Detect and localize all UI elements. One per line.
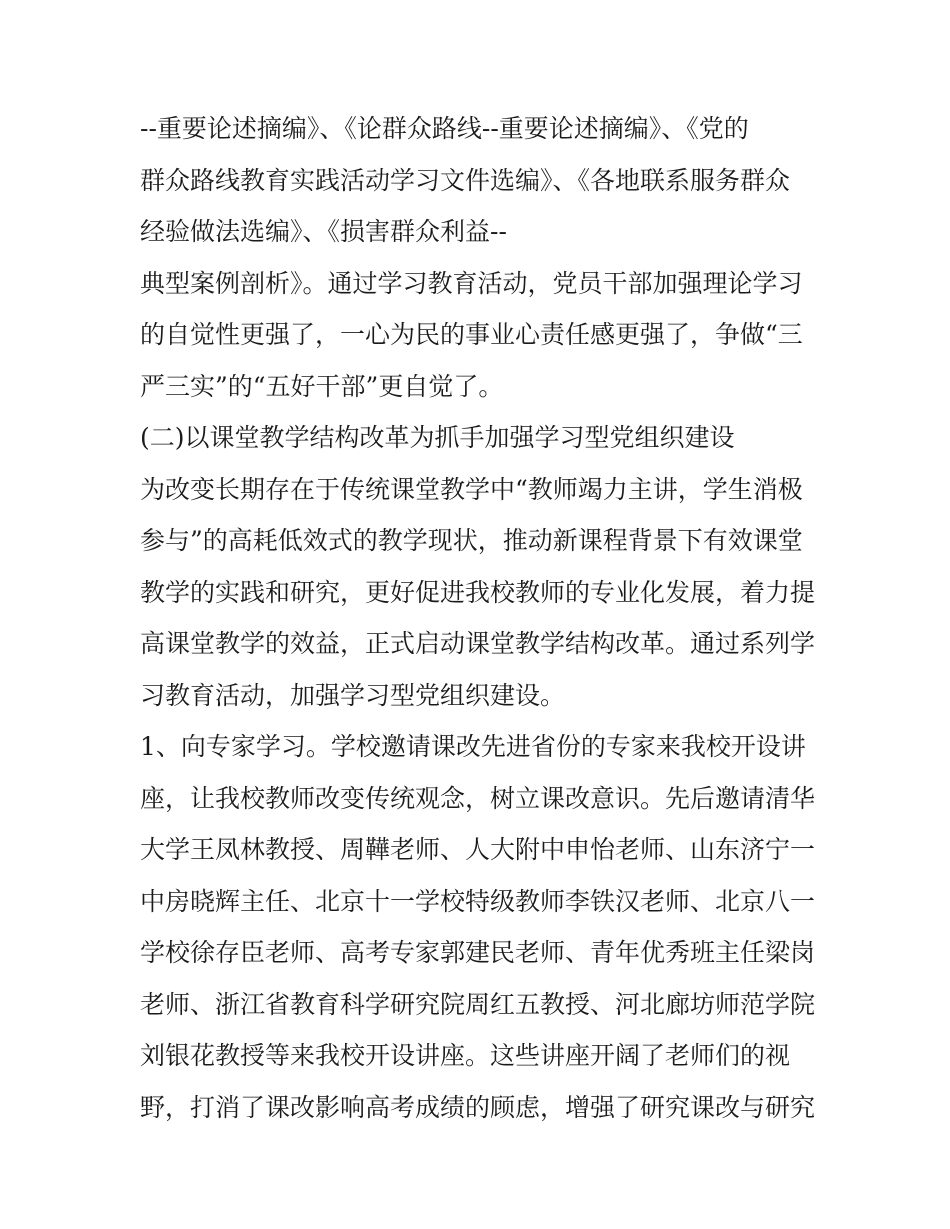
text-line: 老师、浙江省教育科学研究院周红五教授、河北廊坊师范学院 [140, 989, 816, 1019]
text-line: 教学的实践和研究，更好促进我校教师的专业化发展，着力提 [140, 577, 816, 607]
text-line: 参与”的高耗低效式的教学现状，推动新课程背景下有效课堂 [140, 526, 803, 555]
text-line: 野，打消了课改影响高考成绩的顾虑，增强了研究课改与研究 [140, 1092, 816, 1122]
section-heading: (二)以课堂教学结构改革为抓手加强学习型党组织建设 [140, 423, 735, 452]
text-line: 经验做法选编》、《损害群众利益-- [140, 217, 507, 246]
text-line: 学校徐存臣老师、高考专家郭建民老师、青年优秀班主任梁岗 [140, 938, 816, 967]
numbered-item: 1、向专家学习。学校邀请课改先进省份的专家来我校开设讲 [140, 732, 806, 761]
text-line: 的自觉性更强了，一心为民的事业心责任感更强了，争做“三 [140, 320, 803, 349]
text-line: 高课堂教学的效益，正式启动课堂教学结构改革。通过系列学 [140, 629, 816, 658]
text-line: 中房晓辉主任、北京十一学校特级教师李铁汉老师、北京八一 [140, 886, 816, 916]
text-line: 习教育活动，加强学习型党组织建设。 [140, 680, 566, 710]
text-line: 严三实”的“五好干部”更自觉了。 [140, 371, 504, 401]
text-line: 为改变长期存在于传统课堂教学中“教师竭力主讲，学生消极 [140, 474, 803, 504]
text-line: 群众路线教育实践活动学习文件选编》、《各地联系服务群众 [140, 165, 791, 195]
text-line: 刘银花教授等来我校开设讲座。这些讲座开阔了老师们的视 [140, 1041, 791, 1070]
text-line: 座，让我校教师改变传统观念，树立课改意识。先后邀请清华 [140, 783, 816, 813]
body-text [140, 103, 820, 1133]
text-line: 大学王凤林教授、周鞾老师、人大附中申怡老师、山东济宁一 [140, 835, 816, 864]
text-line: 典型案例剖析》。通过学习教育活动，党员干部加强理论学习 [140, 268, 803, 298]
text-line: --重要论述摘编》、《论群众路线--重要论述摘编》、《党的 [140, 114, 749, 143]
